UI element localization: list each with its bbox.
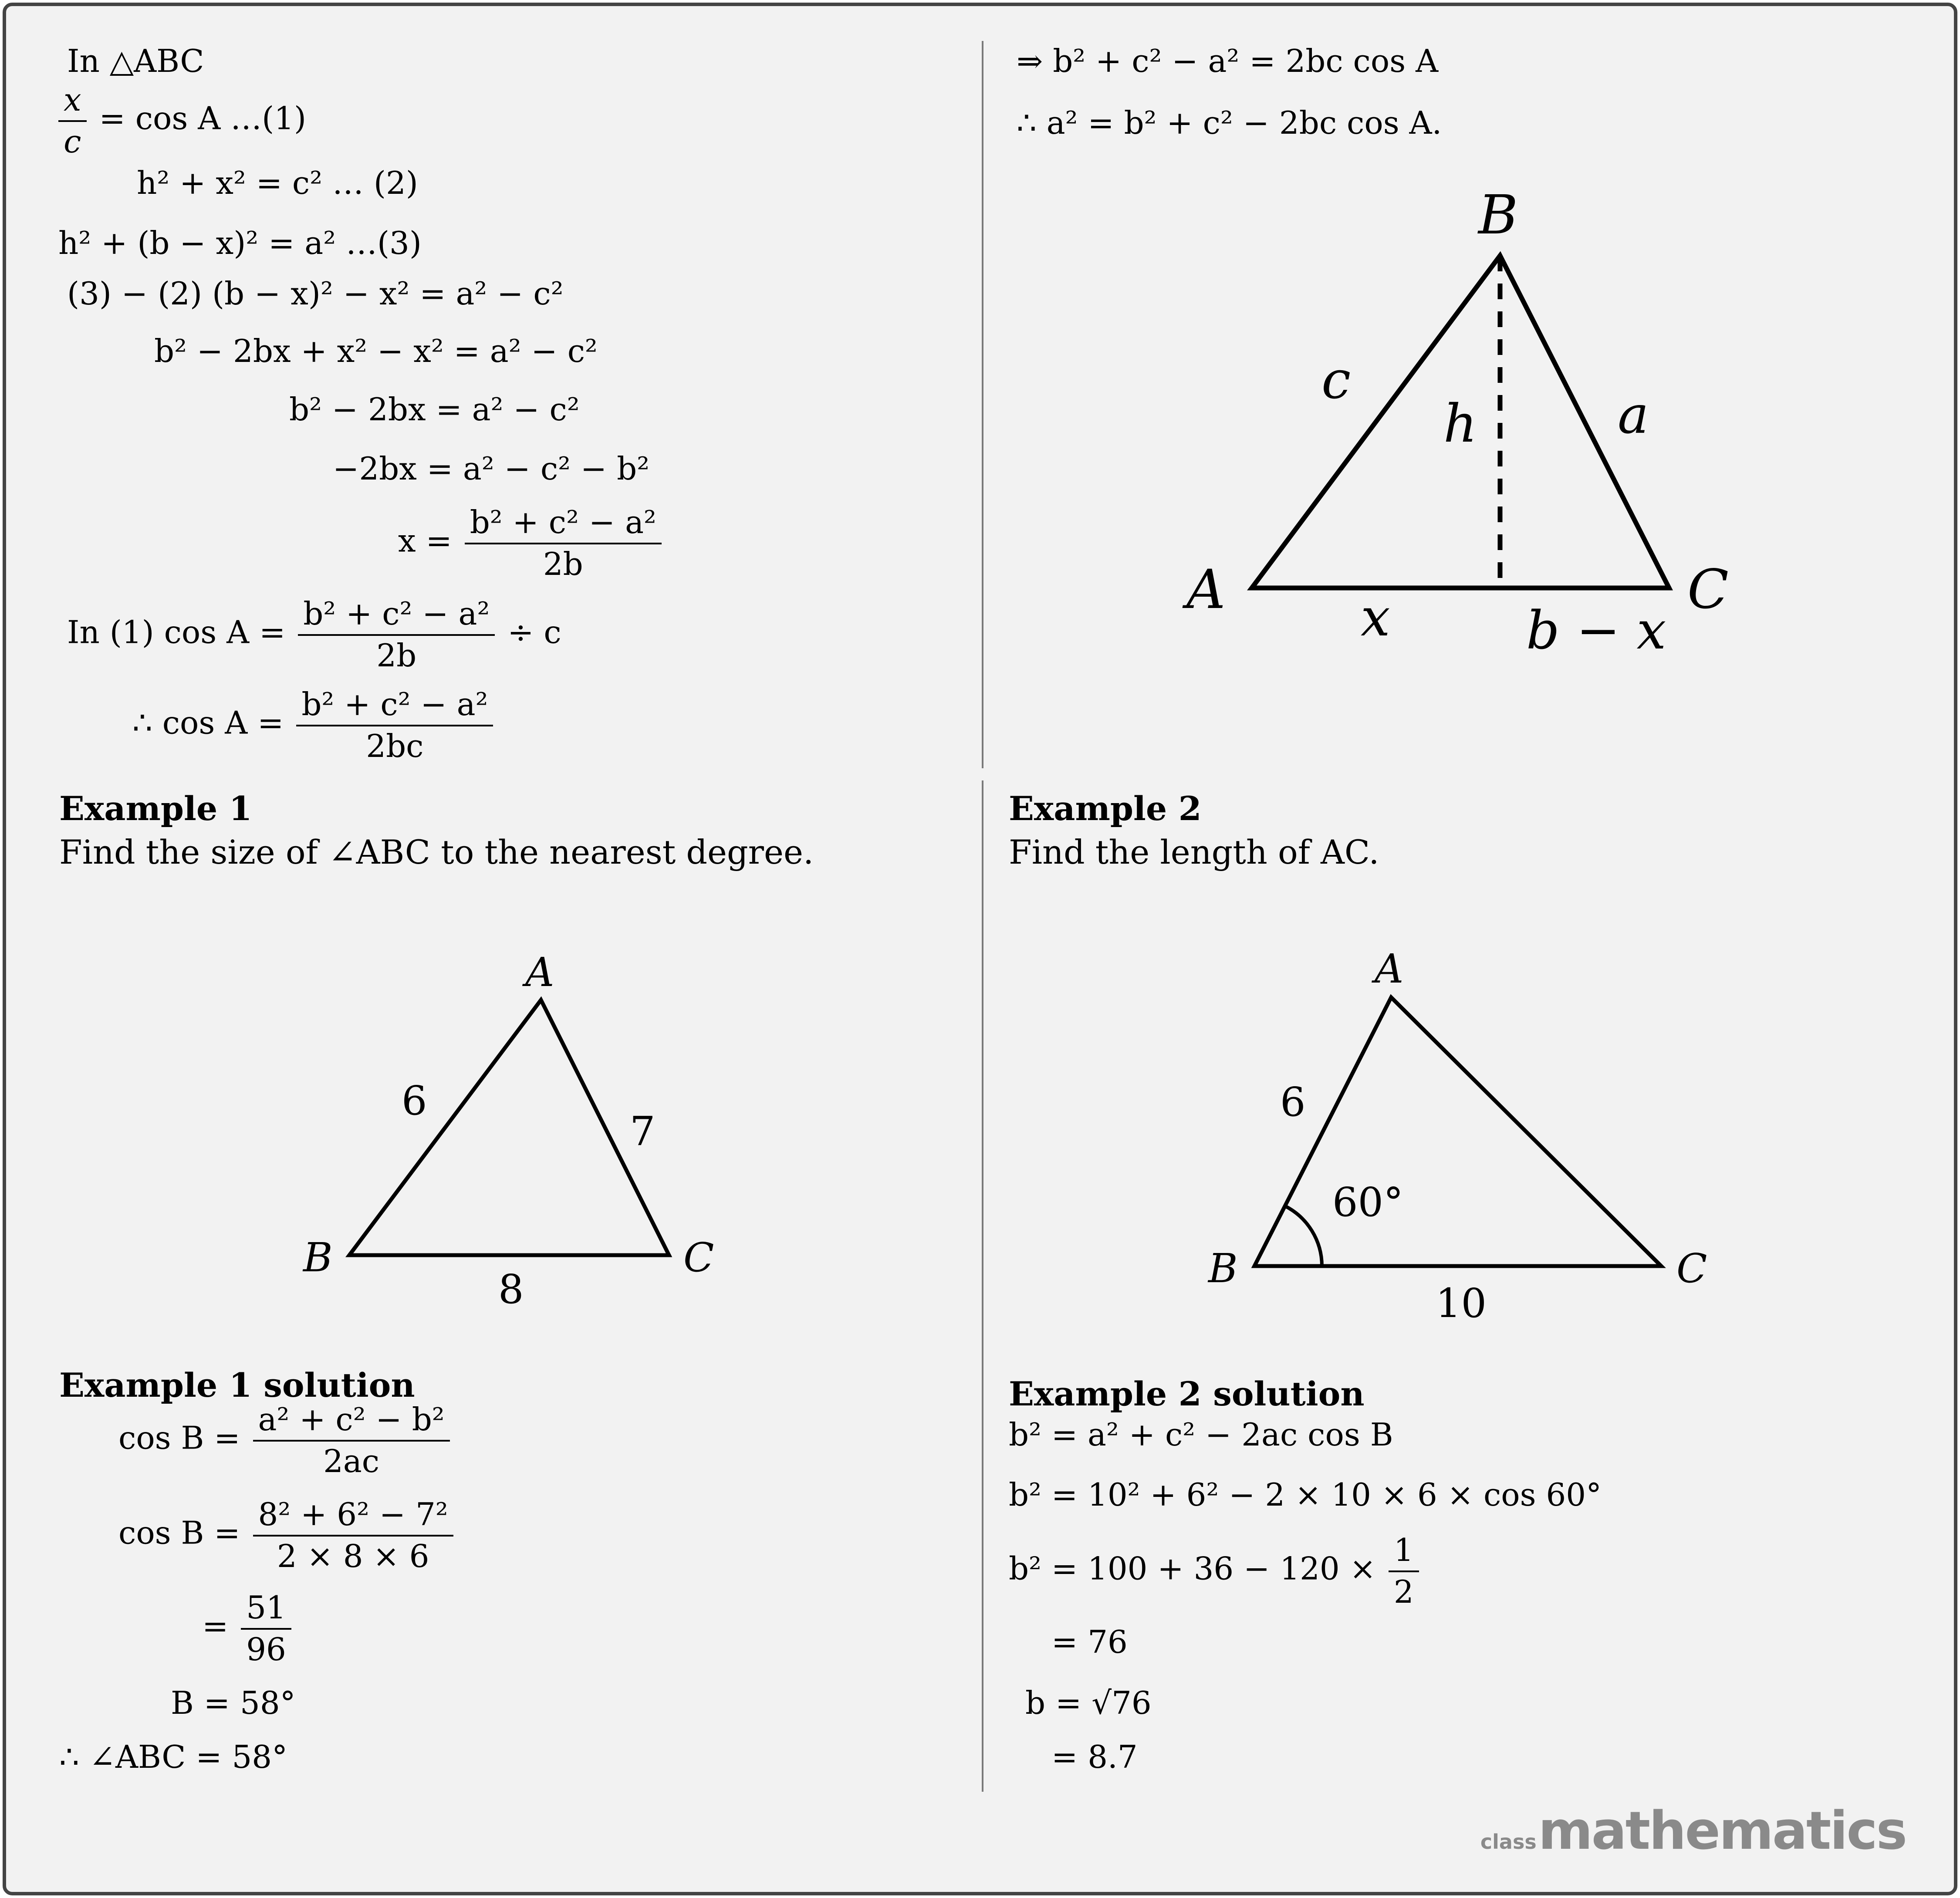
derivation-line-3: h² + x² = c² … (2) xyxy=(137,165,418,201)
class-mathematics-logo: classmathematics xyxy=(1480,1801,1906,1861)
example1-question: Find the size of ∠ABC to the nearest degree. xyxy=(59,833,814,871)
fraction-cos-a-step: $\frac{\text{b² + c² − a²}}{2b}$ xyxy=(298,598,495,672)
ex1-fraction-formula: $\frac{\text{a² + c² − b²}}{2ac}$ xyxy=(253,1403,450,1478)
ex1-fraction-substituted: $\frac{\text{8² + 6² − 7²}}{2 \times 8 \times 6}$ xyxy=(253,1498,453,1573)
derivation-line-5: (3) − (2) (b − x)² − x² = a² − c² xyxy=(67,275,564,312)
derivation-line-4: h² + (b − x)² = a² …(3) xyxy=(58,225,422,261)
example2-solution-heading: Example 2 solution xyxy=(1009,1375,1365,1413)
ex2-vertex-a: A xyxy=(1375,946,1404,992)
ex1-solution-line-1: cos B = $\frac{\text{a² + c² − b²}}{2ac}$ xyxy=(118,1403,453,1478)
derivation-line-7: b² − 2bx = a² − c² xyxy=(289,391,580,428)
example1-heading: Example 1 xyxy=(59,789,252,828)
main-side-c: c xyxy=(1321,350,1351,411)
fraction-x-over-c: $\frac{x}{c}$ xyxy=(58,84,87,158)
ex2-vertex-c: C xyxy=(1676,1245,1707,1292)
derivation-line-6: b² − 2bx + x² − x² = a² − c² xyxy=(154,333,598,369)
main-base-x: x xyxy=(1361,588,1390,648)
example2-heading: Example 2 xyxy=(1009,789,1202,828)
ex1-solution-line-2: cos B = $\frac{\text{8² + 6² − 7²}}{2 \times 8 \times 6}$ xyxy=(118,1498,456,1573)
main-vertex-b: B xyxy=(1478,184,1518,247)
ex1-vertex-a: A xyxy=(525,949,554,996)
main-side-a: a xyxy=(1618,385,1649,446)
ex2-solution-line-6: = 8.7 xyxy=(1051,1739,1138,1775)
ex1-side-bc: 8 xyxy=(498,1266,524,1313)
main-vertex-a: A xyxy=(1186,558,1226,621)
worksheet-page xyxy=(3,3,1957,1895)
derivation-line-1: In △ABC xyxy=(67,43,204,79)
ex1-solution-line-3: = $\frac{51}{96}$ xyxy=(202,1591,294,1666)
ex1-side-ab: 6 xyxy=(402,1077,427,1124)
ex2-fraction-half: $\frac{1}{2}$ xyxy=(1389,1534,1419,1608)
derivation-line-10: In (1) cos A = $\frac{\text{b² + c² − a²}}{2b}$ ÷ c xyxy=(67,595,561,674)
ex1-fraction-result: $\frac{51}{96}$ xyxy=(241,1591,291,1666)
derivation-line-9: x = $\frac{\text{b² + c² − a²}}{2b}$ xyxy=(398,506,664,581)
ex2-vertex-b: B xyxy=(1208,1245,1238,1292)
ex2-solution-line-4: = 76 xyxy=(1051,1624,1128,1660)
fraction-cos-a-result: $\frac{\text{b² + c² − a²}}{2bc}$ xyxy=(296,688,493,763)
ex1-side-ac: 7 xyxy=(630,1108,656,1155)
ex2-side-ab: 6 xyxy=(1280,1079,1306,1125)
ex2-solution-line-5: b = √76 xyxy=(1025,1685,1152,1721)
main-height-h: h xyxy=(1443,394,1477,454)
derivation-line-8: −2bx = a² − c² − b² xyxy=(333,450,650,487)
ex1-vertex-b: B xyxy=(303,1234,333,1281)
example2-triangle-diagram xyxy=(6,6,1957,1895)
ex2-angle-b: 60° xyxy=(1332,1179,1404,1226)
ex2-solution-line-2: b² = 10² + 6² − 2 × 10 × 6 × cos 60° xyxy=(1009,1476,1602,1513)
main-vertex-c: C xyxy=(1687,558,1729,621)
ex1-solution-line-5: ∴ ∠ABC = 58° xyxy=(59,1739,288,1775)
derivation-line-11: ∴ cos A = $\frac{\text{b² + c² − a²}}{2bc}$ xyxy=(132,688,496,763)
ex2-solution-line-1: b² = a² + c² − 2ac cos B xyxy=(1009,1416,1393,1453)
example1-solution-heading: Example 1 solution xyxy=(59,1366,415,1405)
derivation-right-line-1: ⇒ b² + c² − a² = 2bc cos A xyxy=(1017,43,1439,79)
ex1-solution-line-4: B = 58° xyxy=(171,1685,296,1721)
ex2-side-bc: 10 xyxy=(1436,1280,1487,1327)
derivation-right-line-2: ∴ a² = b² + c² − 2bc cos A. xyxy=(1017,105,1442,141)
derivation-line-2: $\frac{x}{c}$ = cos A …(1) xyxy=(58,84,306,158)
fraction-x-solution: $\frac{\text{b² + c² − a²}}{2b}$ xyxy=(465,506,662,581)
ex2-solution-line-3: b² = 100 + 36 − 120 × $\frac{1}{2}$ xyxy=(1009,1534,1422,1608)
ex1-vertex-c: C xyxy=(683,1234,714,1281)
example2-question: Find the length of AC. xyxy=(1009,833,1379,871)
main-base-b-minus-x: b − x xyxy=(1526,601,1666,661)
